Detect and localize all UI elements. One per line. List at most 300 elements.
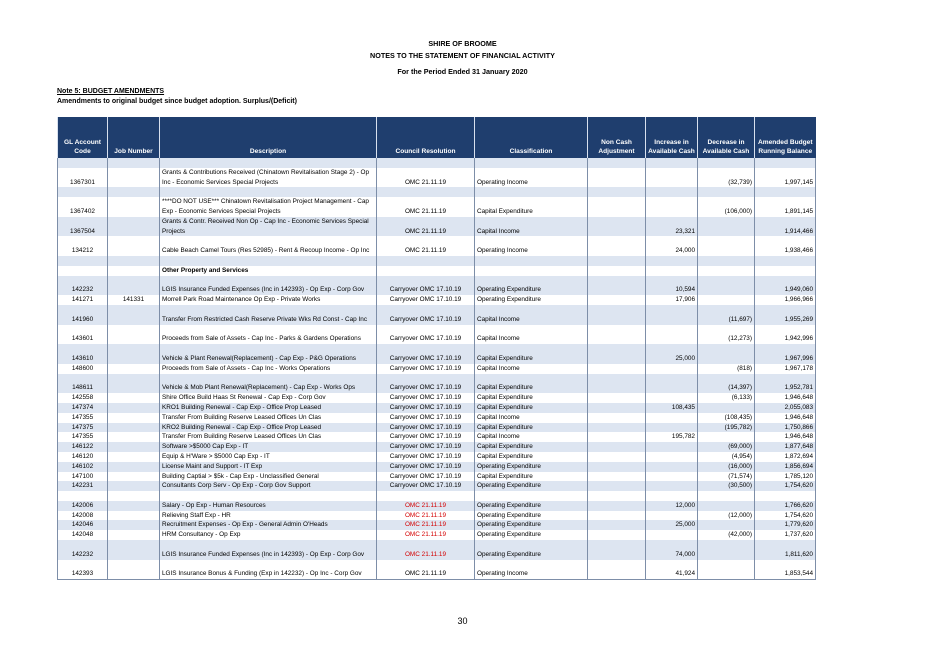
cell-gl: 1367402 — [58, 197, 108, 217]
cell-bal: 1,949,060 — [755, 276, 816, 296]
cell-res: Carryover OMC 17.10.19 — [377, 442, 475, 452]
cell-gl: 142558 — [58, 393, 108, 403]
cell-gl — [58, 266, 108, 276]
cell-gl — [58, 158, 108, 168]
cell-inc — [646, 442, 698, 452]
table-row — [58, 432, 816, 442]
cell-inc — [646, 462, 698, 472]
cell-desc: License Maint and Support - IT Exp — [160, 462, 377, 472]
table-row — [58, 423, 816, 433]
cell-dec: (11,697) — [698, 305, 755, 325]
cell-nc — [588, 374, 646, 394]
cell-nc — [588, 462, 646, 472]
cell-bal — [755, 256, 816, 266]
cell-cls: Operating Income — [475, 236, 588, 256]
cell-dec: (42,000) — [698, 530, 755, 540]
cell-desc: Vehicle & Plant Renewal(Replacement) - Cap Exp - P&G Operations — [160, 344, 377, 364]
table-row — [58, 295, 816, 305]
cell-res: OMC 21.11.19 — [377, 236, 475, 256]
cell-bal: 1,955,269 — [755, 305, 816, 325]
cell-nc — [588, 432, 646, 442]
cell-inc: 10,594 — [646, 276, 698, 296]
cell-dec — [698, 540, 755, 560]
cell-cls: Capital Income — [475, 413, 588, 423]
cell-gl: 134212 — [58, 236, 108, 256]
cell-cls: Operating Expenditure — [475, 481, 588, 491]
cell-res: Carryover OMC 17.10.19 — [377, 305, 475, 325]
cell-nc — [588, 511, 646, 521]
cell-desc: LGIS Insurance Bonus & Funding (Exp in 142232) - Op Inc - Corp Gov — [160, 560, 377, 580]
cell-cls: Operating Expenditure — [475, 295, 588, 305]
table-row — [58, 501, 816, 511]
cell-inc — [646, 452, 698, 462]
column-header: Decrease in Available Cash — [698, 117, 755, 158]
column-header: Non Cash Adjustment — [588, 117, 646, 158]
cell-dec: (12,273) — [698, 325, 755, 345]
cell-bal: 1,946,648 — [755, 432, 816, 442]
page-number: 30 — [457, 616, 468, 626]
cell-inc — [646, 266, 698, 276]
cell-job — [108, 256, 160, 266]
cell-desc — [160, 158, 377, 168]
cell-res: OMC 21.11.19 — [377, 530, 475, 540]
cell-nc — [588, 530, 646, 540]
cell-dec — [698, 276, 755, 296]
cell-gl: 142008 — [58, 511, 108, 521]
cell-job — [108, 501, 160, 511]
report-subtitle: NOTES TO THE STATEMENT OF FINANCIAL ACTIVITY — [370, 51, 555, 60]
cell-dec — [698, 158, 755, 168]
report-org: SHIRE OF BROOME — [428, 39, 497, 48]
column-header: Job Number — [108, 117, 160, 158]
cell-cls — [475, 158, 588, 168]
cell-cls: Capital Income — [475, 217, 588, 237]
cell-res: OMC 21.11.19 — [377, 511, 475, 521]
cell-desc — [160, 491, 377, 501]
cell-cls — [475, 256, 588, 266]
cell-gl: 141271 — [58, 295, 108, 305]
table-row — [58, 256, 816, 266]
table-row — [58, 442, 816, 452]
cell-bal: 1,997,145 — [755, 168, 816, 188]
table-body — [58, 158, 816, 579]
cell-nc — [588, 187, 646, 197]
cell-desc — [160, 256, 377, 266]
cell-desc — [160, 187, 377, 197]
cell-nc — [588, 520, 646, 530]
cell-dec: (4,954) — [698, 452, 755, 462]
cell-desc: ****DO NOT USE*** Chinatown Revitalisation Project Management - Cap Exp - Economic Services Special Projects — [160, 197, 377, 217]
column-header: Increase in Available Cash — [646, 117, 698, 158]
table-row — [58, 344, 816, 364]
cell-gl: 148600 — [58, 364, 108, 374]
cell-cls — [475, 266, 588, 276]
table-row — [58, 403, 816, 413]
cell-inc — [646, 423, 698, 433]
cell-res: Carryover OMC 17.10.19 — [377, 344, 475, 364]
cell-dec — [698, 295, 755, 305]
cell-dec — [698, 491, 755, 501]
cell-cls: Capital Income — [475, 305, 588, 325]
cell-job — [108, 481, 160, 491]
cell-nc — [588, 491, 646, 501]
cell-bal: 1,891,145 — [755, 197, 816, 217]
cell-dec: (69,000) — [698, 442, 755, 452]
cell-gl: 142393 — [58, 560, 108, 580]
column-header: Classification — [475, 117, 588, 158]
cell-res: Carryover OMC 17.10.19 — [377, 295, 475, 305]
cell-cls: Capital Expenditure — [475, 374, 588, 394]
cell-nc — [588, 413, 646, 423]
cell-job — [108, 432, 160, 442]
cell-dec — [698, 266, 755, 276]
cell-desc: Transfer From Building Reserve Leased Offices Un Clas — [160, 413, 377, 423]
table-row — [58, 520, 816, 530]
cell-gl: 147355 — [58, 413, 108, 423]
table-row — [58, 511, 816, 521]
note-title: Note 5: BUDGET AMENDMENTS — [57, 88, 165, 95]
cell-inc: 23,321 — [646, 217, 698, 237]
cell-gl: 141960 — [58, 305, 108, 325]
cell-cls: Operating Income — [475, 168, 588, 188]
table-row — [58, 217, 816, 237]
cell-job — [108, 462, 160, 472]
cell-gl: 142232 — [58, 540, 108, 560]
cell-gl: 143601 — [58, 325, 108, 345]
cell-nc — [588, 501, 646, 511]
cell-res: OMC 21.11.19 — [377, 197, 475, 217]
cell-inc — [646, 168, 698, 188]
cell-bal: 1,877,648 — [755, 442, 816, 452]
cell-job — [108, 472, 160, 482]
cell-cls: Capital Expenditure — [475, 472, 588, 482]
cell-nc — [588, 276, 646, 296]
table-row — [58, 276, 816, 296]
cell-cls: Operating Expenditure — [475, 511, 588, 521]
cell-cls: Capital Income — [475, 364, 588, 374]
cell-dec — [698, 217, 755, 237]
cell-bal — [755, 266, 816, 276]
cell-res: Carryover OMC 17.10.19 — [377, 423, 475, 433]
cell-gl: 1367504 — [58, 217, 108, 237]
cell-gl: 143610 — [58, 344, 108, 364]
cell-desc: LGIS Insurance Funded Expenses (Inc in 142393) - Op Exp - Corp Gov — [160, 276, 377, 296]
table-row — [58, 393, 816, 403]
table-row — [58, 168, 816, 188]
cell-cls: Capital Expenditure — [475, 403, 588, 413]
cell-bal: 1,967,178 — [755, 364, 816, 374]
cell-res: Carryover OMC 17.10.19 — [377, 325, 475, 345]
cell-nc — [588, 560, 646, 580]
cell-desc: Proceeds from Sale of Assets - Cap Inc - Works Operations — [160, 364, 377, 374]
cell-job — [108, 266, 160, 276]
cell-nc — [588, 236, 646, 256]
column-header: Description — [160, 117, 377, 158]
cell-gl: 142232 — [58, 276, 108, 296]
cell-bal: 1,779,620 — [755, 520, 816, 530]
cell-dec: (14,397) — [698, 374, 755, 394]
cell-bal: 1,952,781 — [755, 374, 816, 394]
cell-job — [108, 364, 160, 374]
cell-nc — [588, 217, 646, 237]
cell-gl: 142048 — [58, 530, 108, 540]
cell-dec: (106,000) — [698, 197, 755, 217]
cell-cls — [475, 491, 588, 501]
table-row — [58, 540, 816, 560]
cell-res: OMC 21.11.19 — [377, 217, 475, 237]
cell-bal: 1,853,544 — [755, 560, 816, 580]
cell-desc: Consultants Corp Serv - Op Exp - Corp Gov Support — [160, 481, 377, 491]
cell-inc — [646, 364, 698, 374]
cell-nc — [588, 364, 646, 374]
table-row — [58, 530, 816, 540]
table-row — [58, 325, 816, 345]
cell-dec — [698, 560, 755, 580]
cell-res: OMC 21.11.19 — [377, 560, 475, 580]
table-row — [58, 158, 816, 168]
cell-job — [108, 197, 160, 217]
cell-desc: Equip & H'Ware > $5000 Cap Exp - IT — [160, 452, 377, 462]
table-row — [58, 481, 816, 491]
cell-nc — [588, 305, 646, 325]
cell-bal: 1,737,620 — [755, 530, 816, 540]
cell-res: Carryover OMC 17.10.19 — [377, 374, 475, 394]
cell-desc: Building Captial > $5k - Cap Exp - Unclassified General — [160, 472, 377, 482]
cell-desc: Grants & Contributions Received (Chinatown Revitalisation Stage 2) - Op Inc - Economic Services Special Projects — [160, 168, 377, 188]
cell-nc — [588, 442, 646, 452]
cell-cls — [475, 187, 588, 197]
cell-cls: Capital Expenditure — [475, 452, 588, 462]
cell-desc: LGIS Insurance Funded Expenses (Inc in 142393) - Op Exp - Corp Gov — [160, 540, 377, 560]
cell-dec — [698, 403, 755, 413]
budget-amendments-table — [57, 117, 816, 580]
cell-res: Carryover OMC 17.10.19 — [377, 413, 475, 423]
table-row — [58, 452, 816, 462]
cell-dec: (30,500) — [698, 481, 755, 491]
cell-dec — [698, 520, 755, 530]
cell-inc: 25,000 — [646, 344, 698, 364]
cell-bal — [755, 187, 816, 197]
cell-res: OMC 21.11.19 — [377, 168, 475, 188]
cell-inc — [646, 491, 698, 501]
cell-nc — [588, 393, 646, 403]
cell-cls: Operating Expenditure — [475, 520, 588, 530]
cell-gl: 148611 — [58, 374, 108, 394]
cell-res: OMC 21.11.19 — [377, 520, 475, 530]
cell-desc: Relieving Staff Exp - HR — [160, 511, 377, 521]
cell-gl: 147375 — [58, 423, 108, 433]
cell-cls: Capital Income — [475, 432, 588, 442]
cell-job — [108, 158, 160, 168]
cell-desc: Cable Beach Camel Tours (Res 52985) - Rent & Recoup Income - Op Inc — [160, 236, 377, 256]
cell-res: Carryover OMC 17.10.19 — [377, 364, 475, 374]
cell-res: OMC 21.11.19 — [377, 501, 475, 511]
cell-res: Carryover OMC 17.10.19 — [377, 452, 475, 462]
cell-inc — [646, 481, 698, 491]
table-header-row — [58, 117, 816, 158]
cell-res: Carryover OMC 17.10.19 — [377, 276, 475, 296]
cell-cls: Capital Expenditure — [475, 423, 588, 433]
cell-inc: 41,924 — [646, 560, 698, 580]
cell-res — [377, 158, 475, 168]
cell-bal: 1,946,648 — [755, 413, 816, 423]
cell-gl: 146122 — [58, 442, 108, 452]
cell-bal: 1,914,466 — [755, 217, 816, 237]
cell-dec: (195,782) — [698, 423, 755, 433]
cell-inc — [646, 530, 698, 540]
cell-desc: Proceeds from Sale of Assets - Cap Inc - Parks & Gardens Operations — [160, 325, 377, 345]
cell-dec — [698, 432, 755, 442]
table-row — [58, 187, 816, 197]
cell-nc — [588, 540, 646, 560]
table-row — [58, 413, 816, 423]
cell-inc: 24,000 — [646, 236, 698, 256]
cell-bal: 1,966,966 — [755, 295, 816, 305]
cell-inc — [646, 305, 698, 325]
cell-cls: Operating Expenditure — [475, 540, 588, 560]
cell-job — [108, 560, 160, 580]
table-row — [58, 462, 816, 472]
cell-nc — [588, 452, 646, 462]
cell-inc: 108,435 — [646, 403, 698, 413]
cell-gl: 147374 — [58, 403, 108, 413]
cell-dec — [698, 236, 755, 256]
cell-bal — [755, 158, 816, 168]
cell-job — [108, 452, 160, 462]
cell-gl: 146120 — [58, 452, 108, 462]
cell-inc: 74,000 — [646, 540, 698, 560]
cell-job — [108, 403, 160, 413]
cell-job — [108, 305, 160, 325]
cell-desc: Vehicle & Mob Plant Renewal(Replacement) - Cap Exp - Works Ops — [160, 374, 377, 394]
cell-job — [108, 187, 160, 197]
cell-inc — [646, 374, 698, 394]
cell-job — [108, 511, 160, 521]
cell-cls: Capital Expenditure — [475, 197, 588, 217]
cell-nc — [588, 266, 646, 276]
cell-dec: (32,739) — [698, 168, 755, 188]
cell-job — [108, 530, 160, 540]
cell-dec — [698, 344, 755, 364]
cell-bal: 1,938,466 — [755, 236, 816, 256]
cell-desc: Other Property and Services — [160, 266, 377, 276]
cell-nc — [588, 423, 646, 433]
cell-cls: Operating Expenditure — [475, 530, 588, 540]
column-header: GL Account Code — [58, 117, 108, 158]
cell-inc: 195,782 — [646, 432, 698, 442]
cell-nc — [588, 481, 646, 491]
cell-inc — [646, 472, 698, 482]
cell-gl: 147100 — [58, 472, 108, 482]
cell-bal: 2,055,083 — [755, 403, 816, 413]
cell-job — [108, 344, 160, 364]
cell-desc: Transfer From Building Reserve Leased Offices Un Clas — [160, 432, 377, 442]
cell-res: Carryover OMC 17.10.19 — [377, 472, 475, 482]
cell-job — [108, 413, 160, 423]
cell-dec — [698, 256, 755, 266]
cell-job — [108, 393, 160, 403]
column-header: Amended Budget Running Balance — [755, 117, 816, 158]
cell-res: Carryover OMC 17.10.19 — [377, 393, 475, 403]
cell-bal: 1,946,648 — [755, 393, 816, 403]
cell-desc: KRO2 Building Renewal - Cap Exp - Office Prop Leased — [160, 423, 377, 433]
column-header: Council Resolution — [377, 117, 475, 158]
cell-dec — [698, 501, 755, 511]
cell-cls: Capital Expenditure — [475, 344, 588, 364]
cell-nc — [588, 325, 646, 345]
cell-inc — [646, 325, 698, 345]
cell-gl — [58, 187, 108, 197]
cell-dec: (12,000) — [698, 511, 755, 521]
cell-bal: 1,967,996 — [755, 344, 816, 364]
cell-inc — [646, 158, 698, 168]
cell-desc: Grants & Contr. Received Non Op - Cap Inc - Economic Services Special Projects — [160, 217, 377, 237]
cell-bal: 1,754,620 — [755, 481, 816, 491]
cell-desc: KRO1 Building Renewal - Cap Exp - Office Prop Leased — [160, 403, 377, 413]
cell-job — [108, 325, 160, 345]
cell-desc: Transfer From Restricted Cash Reserve Private Wks Rd Const - Cap Inc — [160, 305, 377, 325]
cell-gl: 147355 — [58, 432, 108, 442]
cell-gl: 142046 — [58, 520, 108, 530]
cell-nc — [588, 168, 646, 188]
cell-gl: 1367301 — [58, 168, 108, 188]
cell-inc — [646, 413, 698, 423]
table-row — [58, 364, 816, 374]
cell-desc: Software >$5000 Cap Exp - IT — [160, 442, 377, 452]
cell-cls: Operating Expenditure — [475, 501, 588, 511]
cell-inc — [646, 187, 698, 197]
cell-res — [377, 491, 475, 501]
cell-job — [108, 217, 160, 237]
cell-nc — [588, 295, 646, 305]
cell-cls: Operating Expenditure — [475, 462, 588, 472]
cell-nc — [588, 472, 646, 482]
cell-nc — [588, 197, 646, 217]
cell-gl: 146102 — [58, 462, 108, 472]
cell-dec: (108,435) — [698, 413, 755, 423]
cell-gl — [58, 491, 108, 501]
cell-job: 141331 — [108, 295, 160, 305]
cell-inc — [646, 256, 698, 266]
cell-cls: Capital Income — [475, 325, 588, 345]
cell-cls: Capital Expenditure — [475, 393, 588, 403]
cell-bal: 1,754,620 — [755, 511, 816, 521]
cell-res — [377, 256, 475, 266]
table-row — [58, 266, 816, 276]
cell-dec — [698, 187, 755, 197]
cell-job — [108, 423, 160, 433]
cell-nc — [588, 256, 646, 266]
cell-res: Carryover OMC 17.10.19 — [377, 403, 475, 413]
cell-cls: Capital Expenditure — [475, 442, 588, 452]
cell-desc: Salary - Op Exp - Human Resources — [160, 501, 377, 511]
cell-res: Carryover OMC 17.10.19 — [377, 462, 475, 472]
cell-bal: 1,750,866 — [755, 423, 816, 433]
table-row — [58, 305, 816, 325]
cell-inc — [646, 511, 698, 521]
cell-res — [377, 187, 475, 197]
cell-job — [108, 491, 160, 501]
cell-job — [108, 236, 160, 256]
cell-job — [108, 540, 160, 560]
cell-res: OMC 21.11.19 — [377, 540, 475, 560]
cell-job — [108, 442, 160, 452]
table-row — [58, 491, 816, 501]
cell-desc: Morrell Park Road Maintenance Op Exp - Private Works — [160, 295, 377, 305]
cell-gl — [58, 256, 108, 266]
cell-desc: Shire Office Build Haas St Renewal - Cap Exp - Corp Gov — [160, 393, 377, 403]
cell-dec: (71,574) — [698, 472, 755, 482]
